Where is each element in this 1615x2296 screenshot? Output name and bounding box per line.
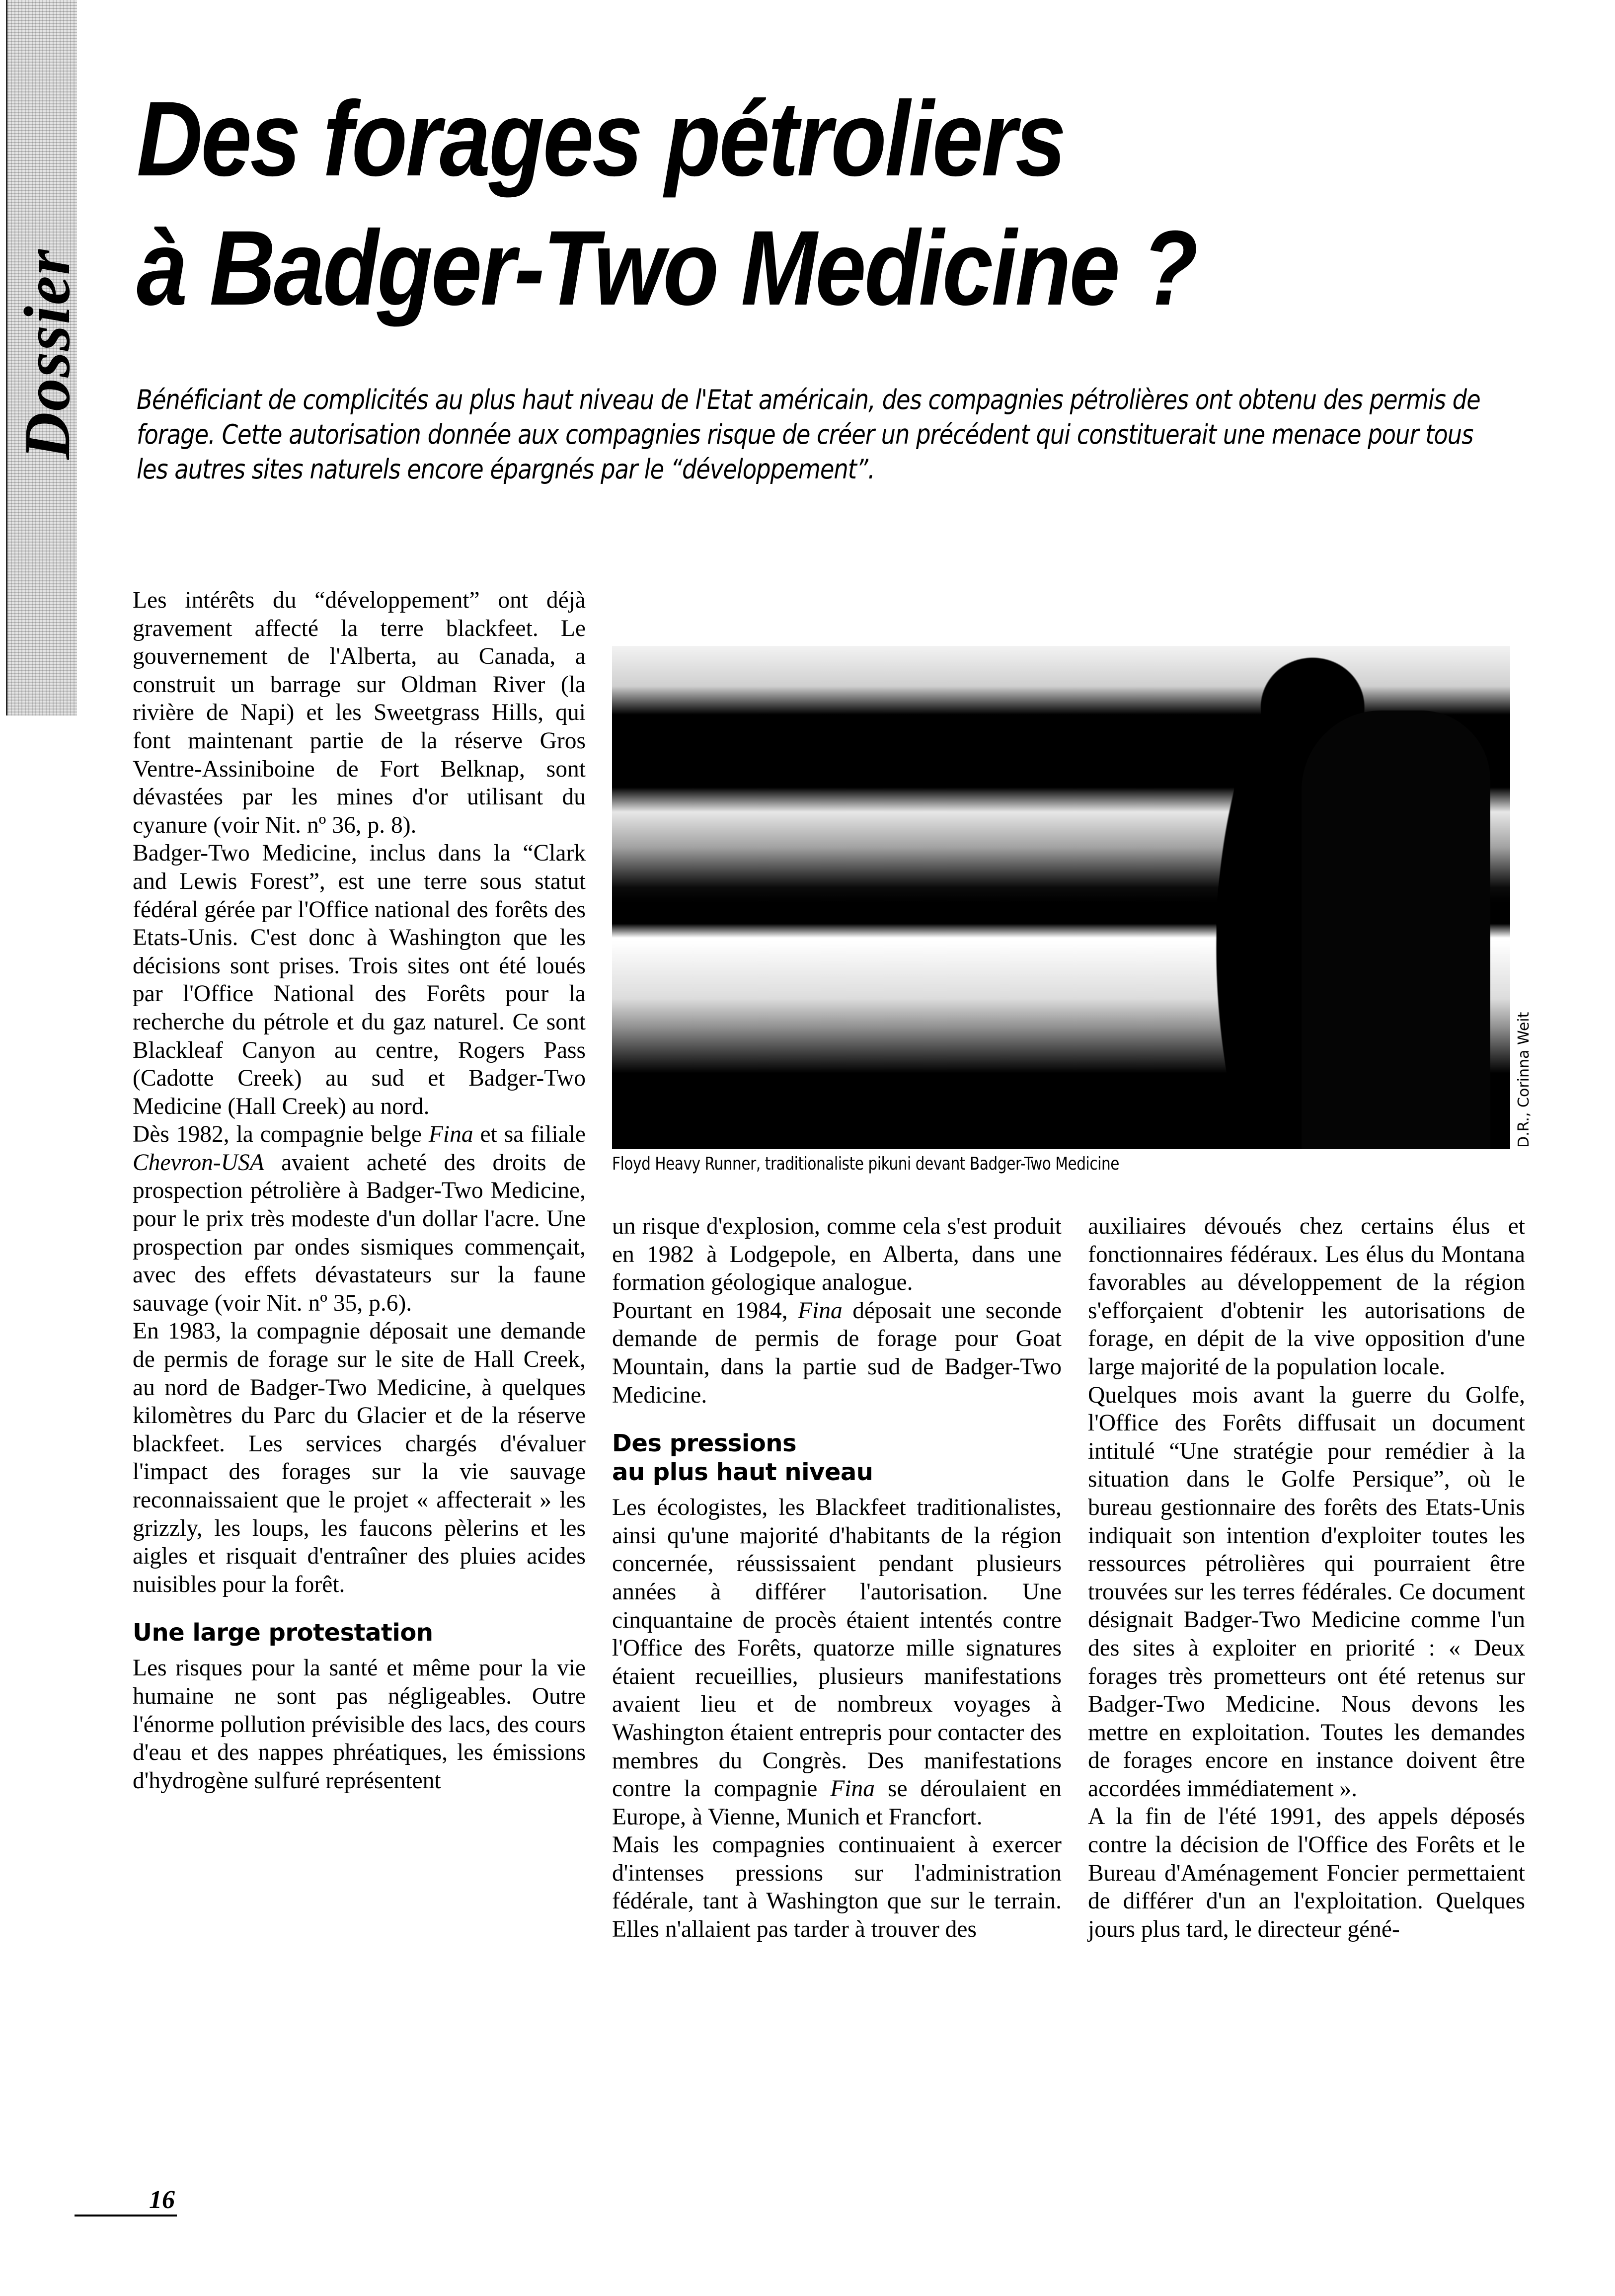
column-2: [612, 1212, 1062, 1944]
paragraph: Les écologistes, les Blackfeet traditionalistes, ainsi qu'une majorité d'habitants de la région concernée, réussissaient pendant plusieurs années à différer l'autorisation. Une cinquantaine de procès étaient intentés contre l'Office des Forêts, quatorze mille signatures étaient recueillies, plusieurs manifestations avaient lieu et de nombreux voyages à Washington étaient entrepris pour contacter des membres du Congrès. Des manifestations contre la compagnie Fina se déroulaient en Europe, à Vienne, Munich et Francfort.: [612, 1495, 1062, 1830]
paragraph: Les risques pour la santé et même pour la vie humaine ne sont pas négligeables. Outre l'énorme pollution prévisible des lacs, des cours d'eau et des nappes phréatiques, les émissions d'hydrogène sulfuré représentent: [133, 1655, 586, 1794]
paragraph: Dès 1982, la compagnie belge Fina et sa filiale Chevron-USA avaient acheté des droits de prospection pétrolière à Badger-Two Medicine, pour le prix très modeste d'un dollar l'acre. Une prospection par ondes sismiques commençait, avec des effets dévastateurs sur la faune sauvage (voir Nit. nº 35, p.6).: [133, 1121, 586, 1316]
photo-person-silhouette: [1302, 711, 1490, 1149]
paragraph: auxiliaires dévoués chez certains élus et fonctionnaires fédéraux. Les élus du Montana favorables au développement de la région s'efforçaient d'obtenir les autorisations de forage, en dépit de la vive opposition d'une large majorité de la population locale.: [1088, 1213, 1525, 1380]
column-1: [133, 586, 586, 1795]
paragraph: A la fin de l'été 1991, des appels déposés contre la décision de l'Office des Forêts et le Bureau d'Aménagement Foncier permettaient de différer d'un an l'exploitation. Quelques jours plus tard, le directeur géné-: [1088, 1804, 1525, 1942]
column-3: [1088, 1212, 1525, 1943]
company-name: Chevron-USA: [133, 1149, 264, 1176]
paragraph: Pourtant en 1984, Fina déposait une seconde demande de permis de forage pour Goat Mountain, dans la partie sud de Badger-Two Medicine.: [612, 1297, 1062, 1408]
page-number: 16: [149, 2186, 175, 2214]
paragraph: En 1983, la compagnie déposait une demande de permis de forage sur le site de Hall Creek, au nord de Badger-Two Medicine, à quelques kilomètres du Parc du Glacier et de la réserve blackfeet. Les services chargés d'évaluer l'impact des forages sur la vie sauvage reconnaissaient que le projet « affecterait » les grizzly, les loups, les faucons pèlerins et les aigles et risquait d'entraîner des pluies acides nuisibles pour la forêt.: [133, 1318, 586, 1597]
section-heading: Des pressions au plus haut niveau: [612, 1429, 873, 1487]
section-label: Dossier: [10, 248, 83, 460]
paragraph: un risque d'explosion, comme cela s'est produit en 1982 à Lodgepole, en Alberta, dans une formation géologique analogue.: [612, 1213, 1062, 1296]
company-name: Fina: [428, 1121, 473, 1148]
title-line-1: Des forages pétroliers: [137, 79, 1065, 198]
company-name: Fina: [798, 1297, 843, 1324]
paragraph: Badger-Two Medicine, inclus dans la “Clark and Lewis Forest”, est une terre sous statut fédéral gérée par l'Office national des forêts des Etats-Unis. C'est donc à Washington que les décisions sont prises. Trois sites ont été loués par l'Office National des Forêts pour la recherche du pétrole et du gaz naturel. Ce sont Blackleaf Canyon au centre, Rogers Pass (Cadotte Creek) au sud et Badger-Two Medicine (Hall Creek) au nord.: [133, 840, 586, 1119]
article-title: [137, 75, 1196, 333]
paragraph: Les intérêts du “développement” ont déjà gravement affecté la terre blackfeet. Le gouvernement de l'Alberta, au Canada, a construit un barrage sur Oldman River (la rivière de Napi) et les Sweetgrass Hills, qui font maintenant partie de la réserve Gros Ventre-Assiniboine de Fort Belknap, sont dévastées par les mines d'or utilisant du cyanure (voir Nit. nº 36, p. 8).: [133, 587, 586, 838]
company-name: Fina: [830, 1776, 875, 1802]
section-heading: Une large protestation: [133, 1619, 433, 1647]
title-line-2: à Badger-Two Medicine ?: [137, 209, 1197, 327]
photo-credit: D.R., Corinna Weit: [1515, 1012, 1533, 1148]
article-lede: Bénéficiant de complicités au plus haut niveau de l'Etat américain, des compagnies pétrolières ont obtenu des permis de forage. Cette autorisation donnée aux compagnies risque de créer un précédent qui constituerait une menace pour tous les autres sites naturels encore épargnés par le “développement”.: [137, 384, 1480, 485]
photo-caption: Floyd Heavy Runner, traditionaliste pikuni devant Badger-Two Medicine: [612, 1154, 1120, 1174]
paragraph: Mais les compagnies continuaient à exercer d'intenses pressions sur l'administration fédérale, tant à Washington que sur le terrain. Elles n'allaient pas tarder à trouver des: [612, 1832, 1062, 1943]
footer-rule: [75, 2215, 177, 2217]
paragraph: Quelques mois avant la guerre du Golfe, l'Office des Forêts diffusait un document intitulé “Une stratégie pour remédier à la situation dans le Golfe Persique”, où le bureau gestionnaire des forêts des Etats-Unis indiquait son intention d'exploiter toutes les ressources pétrolières qui pourraient être trouvées sur les terres fédérales. Ce document désignait Badger-Two Medicine comme l'un des sites à exploiter en priorité : « Deux forages très prometteurs ont été retenus sur Badger-Two Medicine. Nous devons les mettre en exploitation. Toutes les demandes de forages encore en instance doivent être accordées immédiatement ».: [1088, 1382, 1525, 1802]
